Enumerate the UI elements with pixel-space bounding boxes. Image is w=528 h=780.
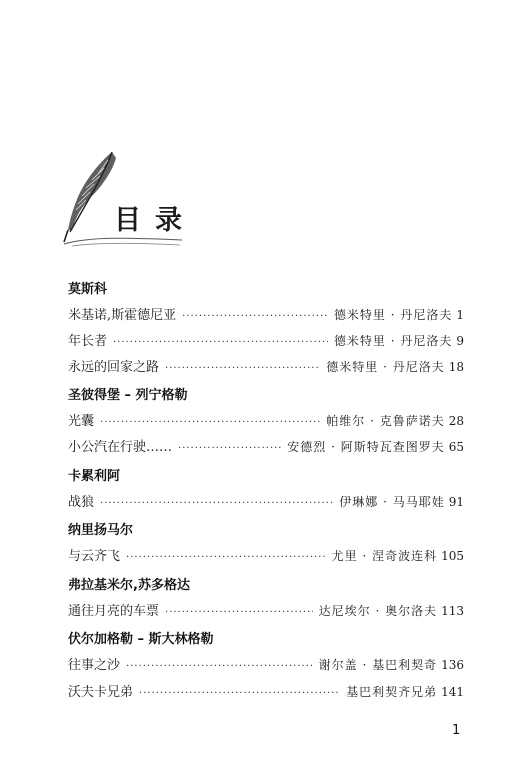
section-heading: 卡累利阿 xyxy=(68,469,121,484)
dot-leader xyxy=(100,498,333,509)
toc-entry[interactable] xyxy=(68,491,464,511)
section-heading: 纳里扬马尔 xyxy=(68,523,134,538)
entry-title: 战狼 xyxy=(68,495,95,510)
dot-leader xyxy=(126,552,326,563)
entry-page: 9 xyxy=(456,334,464,348)
dot-leader xyxy=(165,607,313,618)
toc-entry[interactable] xyxy=(68,436,464,456)
entry-author: 德米特里 · 丹尼洛夫 xyxy=(333,334,453,348)
entry-author: 基巴利契齐兄弟 xyxy=(346,685,438,699)
entry-page: 136 xyxy=(441,658,464,672)
dot-leader xyxy=(165,363,320,374)
page-title: 目录 xyxy=(114,205,196,236)
entry-title: 通往月亮的车票 xyxy=(68,604,160,619)
toc-entry[interactable] xyxy=(68,304,464,324)
entry-author: 伊琳娜 · 马马耶娃 xyxy=(339,495,445,509)
entry-author: 谢尔盖 · 基巴利契奇 xyxy=(318,658,438,672)
entry-title: 沃夫卡兄弟 xyxy=(68,685,134,700)
section-heading: 莫斯科 xyxy=(68,282,108,297)
toc-entry[interactable] xyxy=(68,600,464,620)
entry-title: 年长者 xyxy=(68,334,108,349)
entry-page: 113 xyxy=(441,604,464,618)
section-heading: 弗拉基米尔,苏多格达 xyxy=(68,578,190,593)
entry-title: 米基诺,斯霍德尼亚 xyxy=(68,308,177,323)
dot-leader xyxy=(182,311,328,322)
entry-page: 65 xyxy=(448,440,464,454)
entry-title: 小公汽在行驶…… xyxy=(68,440,173,455)
section-heading: 圣彼得堡 – 列宁格勒 xyxy=(68,388,188,403)
entry-author: 达尼埃尔 · 奥尔洛夫 xyxy=(318,604,438,618)
toc-entry[interactable] xyxy=(68,654,464,674)
dot-leader xyxy=(139,688,340,699)
entry-author: 帕维尔 · 克鲁萨诺夫 xyxy=(326,414,445,428)
entry-page: 18 xyxy=(448,360,464,374)
entry-page: 91 xyxy=(448,495,464,509)
entry-author: 德米特里 · 丹尼洛夫 xyxy=(333,308,453,322)
entry-title: 光囊 xyxy=(68,414,95,429)
entry-title: 与云齐飞 xyxy=(68,549,121,564)
dot-leader xyxy=(100,417,320,428)
dot-leader xyxy=(178,443,281,454)
entry-page: 141 xyxy=(441,685,464,699)
dot-leader xyxy=(126,661,313,672)
toc-entry[interactable] xyxy=(68,545,464,565)
section-heading: 伏尔加格勒 – 斯大林格勒 xyxy=(68,632,214,647)
toc-entry[interactable] xyxy=(68,330,464,350)
entry-author: 安德烈 · 阿斯特瓦查图罗夫 xyxy=(287,440,445,454)
dot-leader xyxy=(113,337,328,348)
toc-entry[interactable] xyxy=(68,681,464,701)
entry-page: 1 xyxy=(456,308,464,322)
entry-page: 105 xyxy=(441,549,464,563)
entry-author: 德米特里 · 丹尼洛夫 xyxy=(326,360,445,374)
toc-header xyxy=(62,150,202,250)
entry-author: 尤里 · 涅奇波连科 xyxy=(331,549,438,563)
entry-title: 往事之沙 xyxy=(68,658,121,673)
page-number: 1 xyxy=(452,723,461,738)
entry-title: 永远的回家之路 xyxy=(68,360,160,375)
toc-entry[interactable] xyxy=(68,410,464,430)
entry-page: 28 xyxy=(448,414,464,428)
toc-entry[interactable] xyxy=(68,356,464,376)
